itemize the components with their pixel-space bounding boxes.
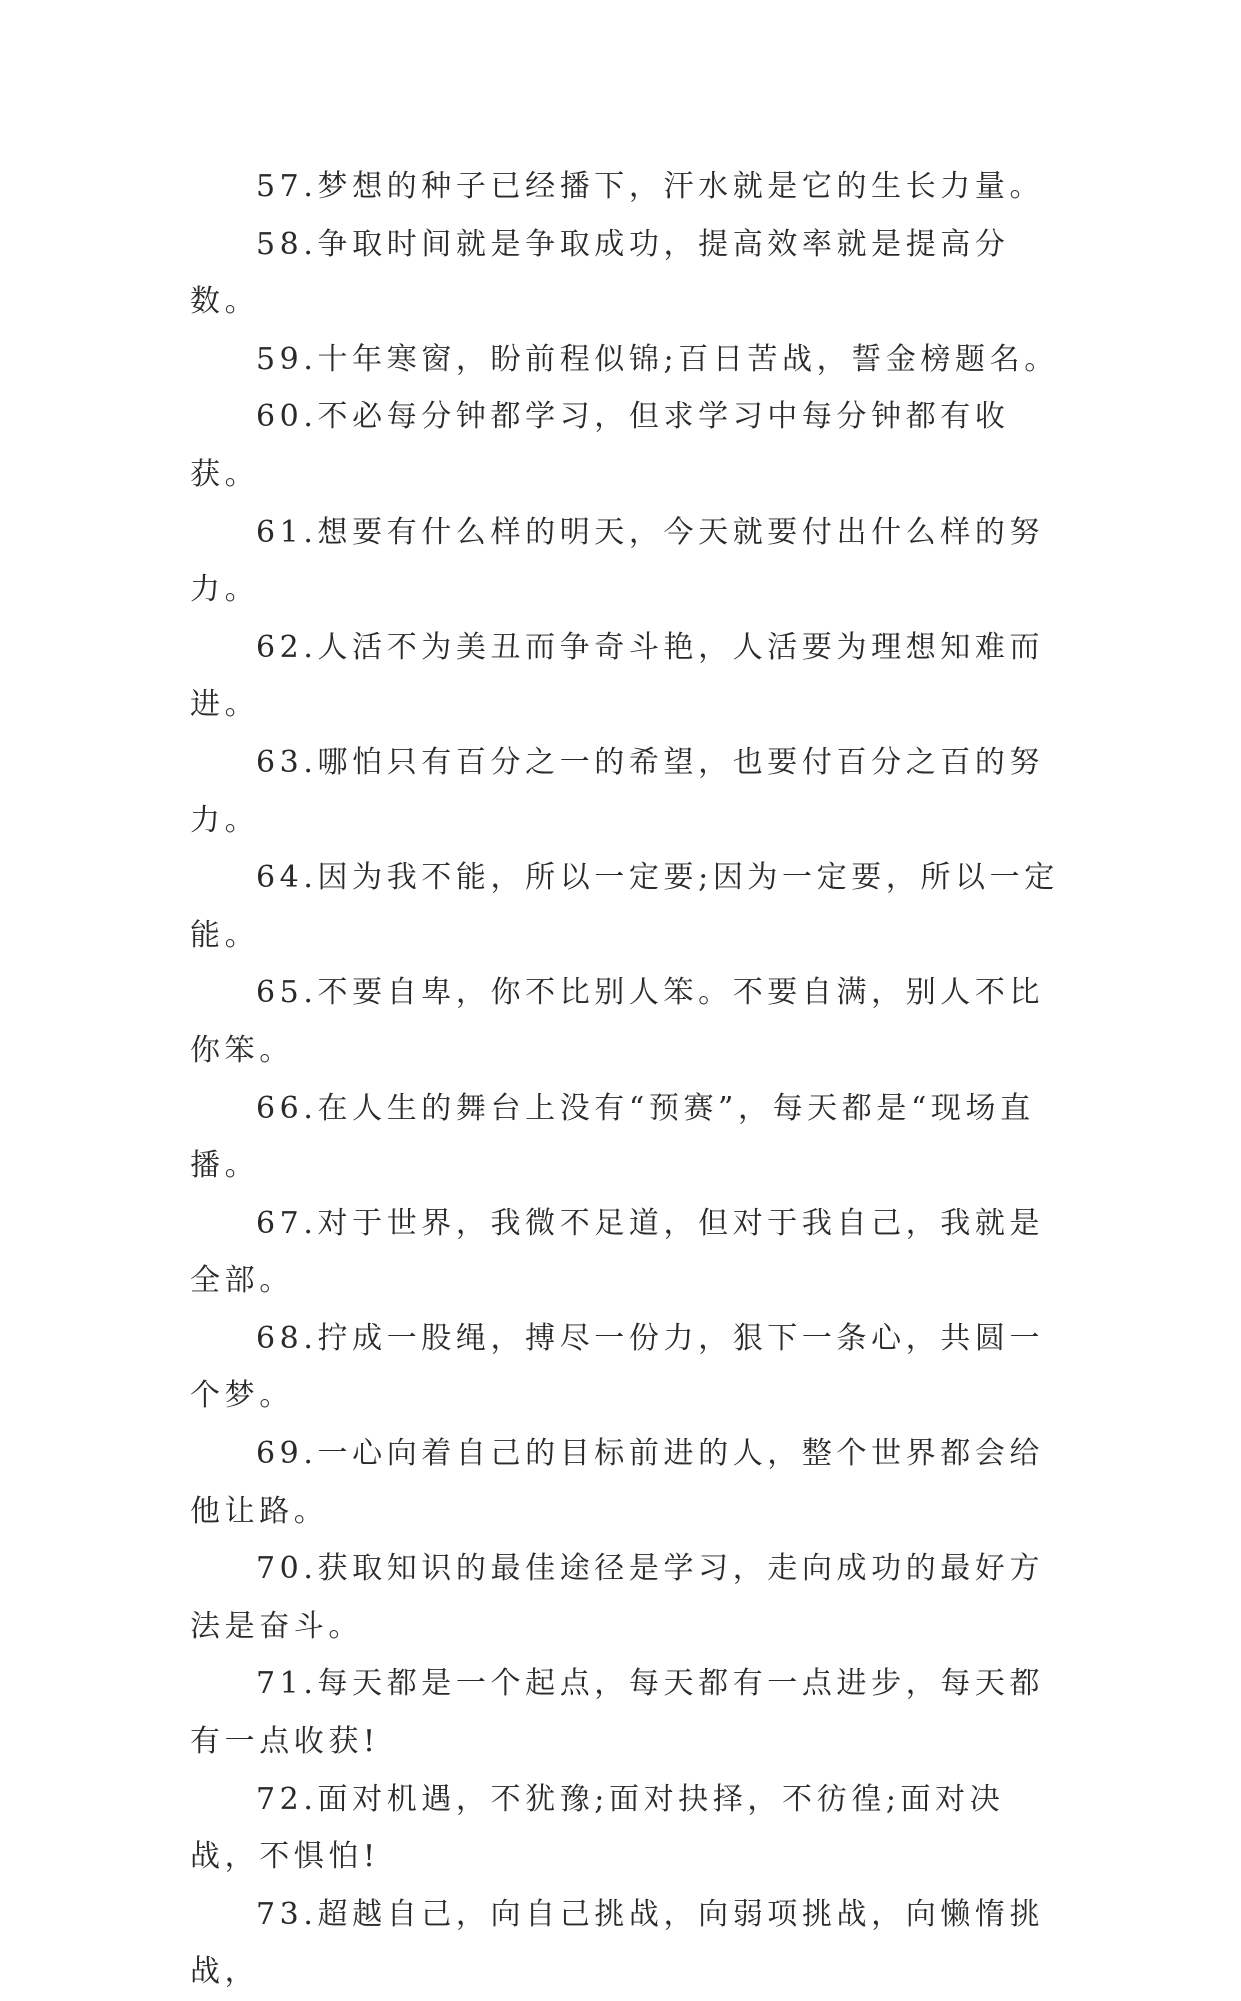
paragraph-62: 62.人活不为美丑而争奇斗艳，人活要为理想知难而进。 [190, 629, 1045, 723]
paragraph-66: 66.在人生的舞台上没有“预赛”，每天都是“现场直播。 [190, 1090, 1035, 1184]
paragraph-61: 61.想要有什么样的明天，今天就要付出什么样的努力。 [190, 514, 1045, 608]
paragraph-68: 68.拧成一股绳，搏尽一份力，狠下一条心，共圆一个梦。 [190, 1320, 1045, 1414]
paragraph-65: 65.不要自卑，你不比别人笨。不要自满，别人不比你笨。 [190, 975, 1045, 1068]
paragraph-69: 69.一心向着自己的目标前进的人，整个世界都会给他让路。 [190, 1436, 1045, 1529]
paragraph-73: 73.超越自己，向自己挑战，向弱项挑战，向懒惰挑战， [190, 1896, 1045, 1990]
paragraph-67: 67.对于世界，我微不足道，但对于我自己，我就是全部。 [190, 1205, 1045, 1299]
paragraph-70: 70.获取知识的最佳途径是学习，走向成功的最好方法是奋斗。 [190, 1551, 1045, 1644]
paragraph-60: 60.不必每分钟都学习，但求学习中每分钟都有收获。 [190, 399, 1010, 492]
paragraph-58: 58.争取时间就是争取成功，提高效率就是提高分数。 [190, 226, 1010, 320]
paragraph-57: 57.梦想的种子已经播下，汗水就是它的生长力量。 [256, 169, 1045, 204]
paragraph-72: 72.面对机遇，不犹豫;面对抉择，不彷徨;面对决战，不惧怕! [190, 1781, 1005, 1875]
paragraph-71: 71.每天都是一个起点，每天都有一点进步，每天都有一点收获! [190, 1666, 1045, 1760]
paragraph-63: 63.哪怕只有百分之一的希望，也要付百分之百的努力。 [190, 744, 1045, 838]
document-body [190, 158, 1070, 2001]
paragraph-59: 59.十年寒窗，盼前程似锦;百日苦战，誓金榜题名。 [256, 341, 1059, 377]
paragraph-64: 64.因为我不能，所以一定要;因为一定要，所以一定能。 [190, 860, 1059, 953]
